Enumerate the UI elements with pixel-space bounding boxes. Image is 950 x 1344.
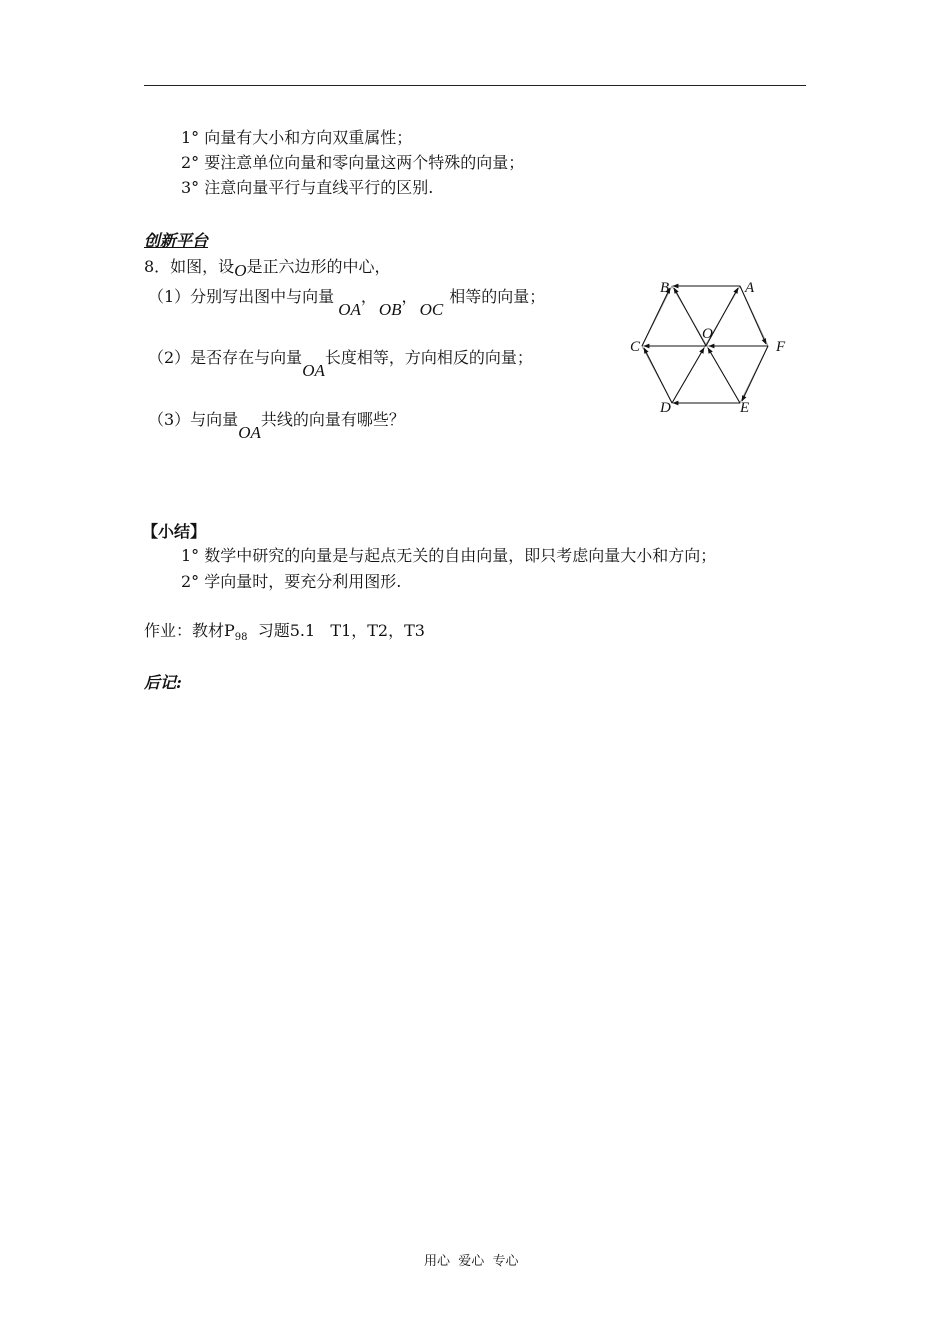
- label-A: A: [745, 280, 755, 296]
- problem-suffix: 是正六边形的中心，: [246, 257, 391, 276]
- label-F: F: [776, 339, 786, 355]
- q3-text: （3）与向量: [148, 410, 239, 429]
- header-rule: [144, 85, 806, 86]
- q3-vector-OA: OA: [238, 423, 261, 442]
- arrow-CB: [642, 288, 670, 346]
- question-2: [148, 348, 533, 380]
- note-3: 3° 注意向量平行与直线平行的区别.: [181, 178, 434, 197]
- q1-sep-1: ，: [360, 287, 377, 306]
- q2-tail: 长度相等，方向相反的向量；: [324, 348, 533, 367]
- q3-tail: 共线的向量有哪些？: [260, 410, 405, 429]
- homework-line: [144, 621, 425, 648]
- note-1: 1° 向量有大小和方向双重属性；: [181, 128, 413, 147]
- q1-text: （1）分别写出图中与向量: [148, 287, 335, 306]
- question-1: [148, 287, 546, 319]
- hexagon-figure: [620, 270, 800, 420]
- problem-statement: [144, 257, 391, 280]
- arrow-EO: [708, 348, 740, 403]
- q1-vector-OC: OC: [419, 300, 444, 319]
- homework-page-sub: 98: [234, 632, 248, 644]
- problem-prefix: 8．如图，设: [144, 257, 235, 276]
- arrow-DO: [672, 348, 704, 403]
- summary-heading: 【小结】: [142, 522, 207, 541]
- summary-item-1: 1° 数学中研究的向量是与起点无关的自由向量，即只考虑向量大小和方向；: [181, 546, 717, 565]
- label-O: O: [702, 326, 713, 342]
- homework-prefix: 作业：教材P: [144, 621, 235, 640]
- summary-item-2: 2° 学向量时，要充分利用图形.: [181, 572, 402, 591]
- arrow-DC: [644, 348, 672, 403]
- vector-arrows: [642, 286, 768, 403]
- question-3: [148, 410, 405, 442]
- arrow-FE: [742, 346, 768, 401]
- note-2: 2° 要注意单位向量和零向量这两个特殊的向量；: [181, 153, 525, 172]
- homework-suffix: 习题5.1 T1，T2，T3: [247, 621, 425, 640]
- afterword-label: 后记:: [144, 673, 182, 692]
- q1-vector-OB: OB: [378, 300, 402, 319]
- label-E: E: [740, 400, 750, 416]
- q1-vector-OA: OA: [338, 300, 361, 319]
- label-C: C: [630, 339, 641, 355]
- page-footer: 用心 爱心 专心: [424, 1254, 519, 1269]
- q2-text: （2）是否存在与向量: [148, 348, 303, 367]
- label-D: D: [660, 400, 671, 416]
- q1-tail: 相等的向量；: [449, 287, 546, 306]
- label-B: B: [660, 280, 670, 296]
- section-heading-innovation: 创新平台: [144, 231, 209, 250]
- q1-sep-2: ，: [401, 287, 418, 306]
- problem-var-O: O: [234, 261, 247, 280]
- q2-vector-OA: OA: [302, 361, 325, 380]
